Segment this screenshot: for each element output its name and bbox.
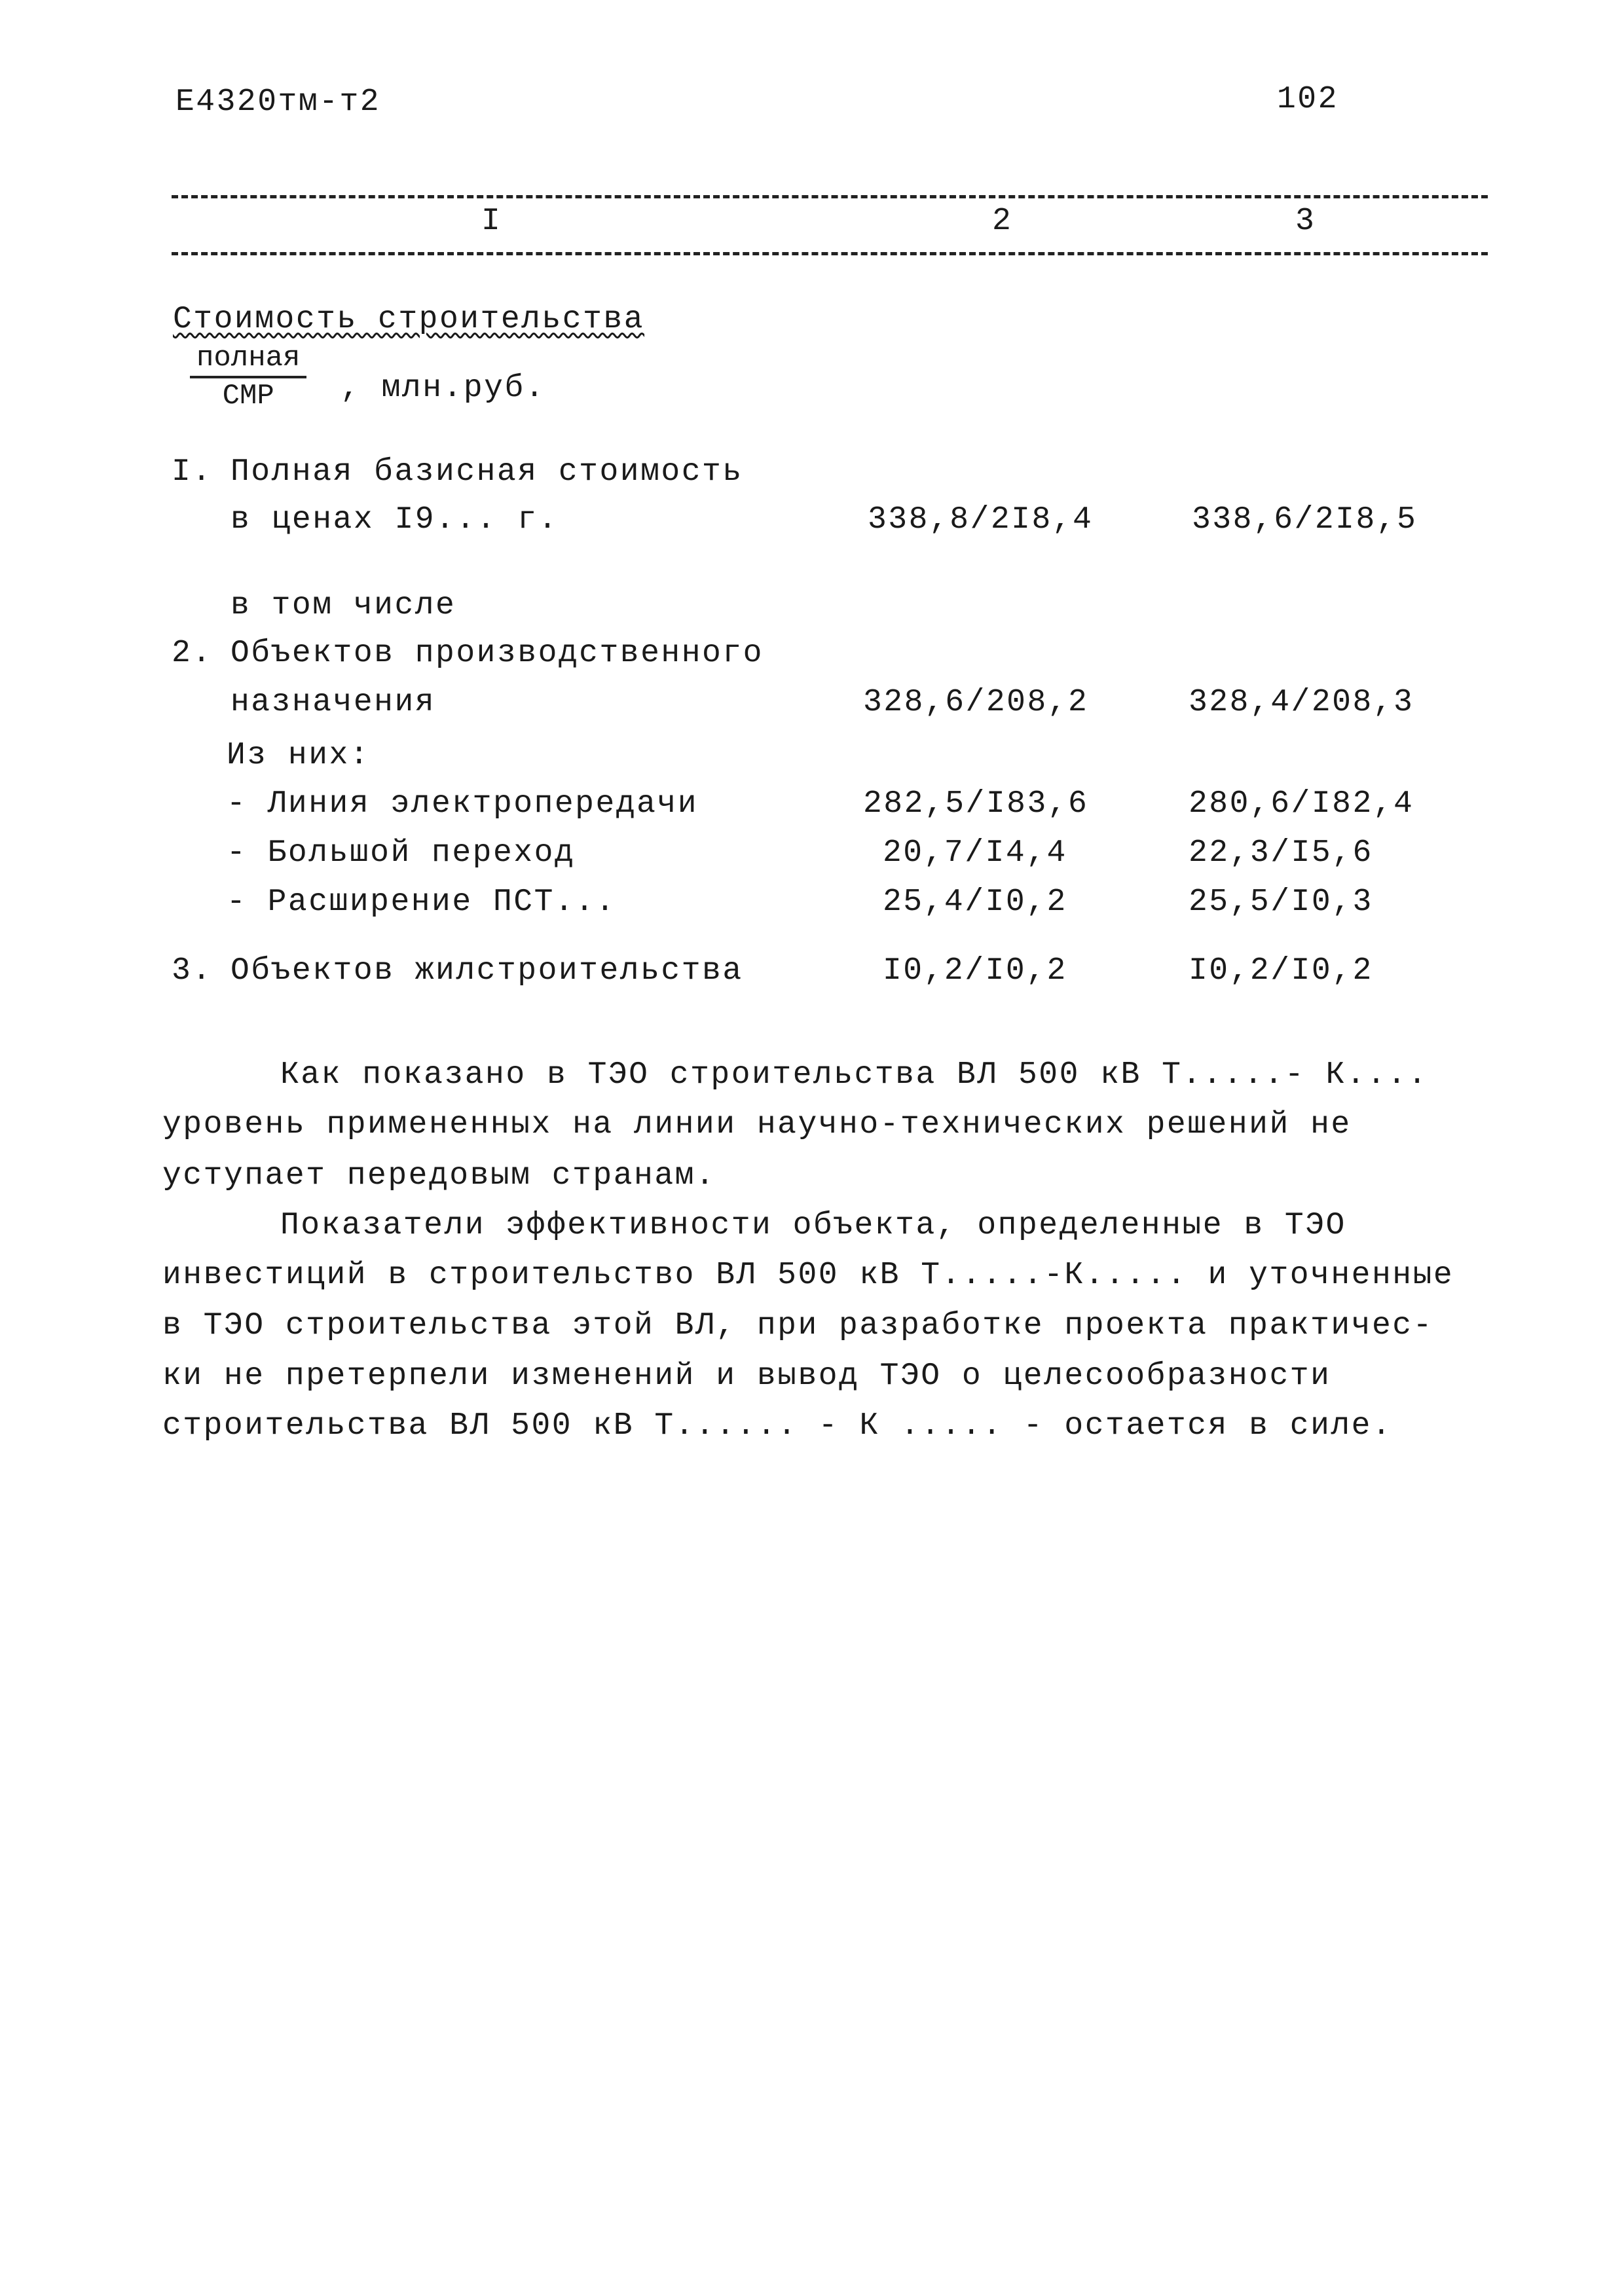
row-value-col2: 338,8/2I8,4	[868, 502, 1094, 538]
row-value-col3: I0,2/I0,2	[1189, 953, 1373, 989]
paragraph-line: инвестиций в строительство ВЛ 500 кВ Т.....-К..... и уточненные	[162, 1258, 1454, 1293]
paragraph-line: в ТЭО строительства этой ВЛ, при разработке проекта практичес-	[162, 1308, 1433, 1343]
row-value-col3: 338,6/2I8,5	[1192, 502, 1418, 538]
row-value-col2: 25,4/I0,2	[883, 884, 1067, 920]
row-label: Полная базисная стоимость	[231, 454, 743, 490]
row-label: - Большой переход	[227, 835, 576, 871]
paragraph-line: уступает передовым странам.	[162, 1158, 716, 1194]
row-label: - Расширение ПСТ...	[227, 884, 616, 920]
paragraph-line: Как показано в ТЭО строительства ВЛ 500 кВ Т.....- К....	[280, 1057, 1429, 1093]
table-header-bottom-rule	[172, 252, 1488, 255]
row-label: - Линия электропередачи	[227, 786, 699, 822]
column-header-2: 2	[992, 204, 1013, 239]
paragraph-line: строительства ВЛ 500 кВ Т...... - К ..... - остается в силе.	[162, 1408, 1393, 1444]
unit-denominator: СМР	[222, 380, 274, 412]
row-label: Из них:	[227, 738, 371, 773]
row-label-cont: в ценах I9... г.	[231, 502, 559, 538]
paragraph-line: уровень примененных на линии научно-технических решений не	[162, 1107, 1352, 1142]
document-code: Е4320тм-т2	[175, 84, 381, 120]
row-value-col2: 328,6/208,2	[863, 685, 1089, 720]
row-value-col3: 22,3/I5,6	[1189, 835, 1373, 871]
section-title: Стоимость строительства	[173, 302, 645, 337]
unit-suffix: , млн.руб.	[341, 371, 546, 406]
row-value-col2: 282,5/I83,6	[863, 786, 1089, 822]
page-number: 102	[1277, 82, 1338, 117]
row-number: 3.	[172, 953, 213, 989]
row-value-col2: I0,2/I0,2	[883, 953, 1067, 989]
paragraph-line: ки не претерпели изменений и вывод ТЭО о целесообразности	[162, 1358, 1331, 1394]
unit-numerator: полная	[190, 340, 306, 378]
row-label: Объектов жилстроительства	[231, 953, 743, 989]
row-value-col3: 328,4/208,3	[1189, 685, 1414, 720]
row-value-col2: 20,7/I4,4	[883, 835, 1067, 871]
column-header-1: I	[481, 204, 502, 239]
column-header-3: 3	[1295, 204, 1316, 239]
paragraph-line: Показатели эффективности объекта, определенные в ТЭО	[280, 1208, 1346, 1243]
row-value-col3: 280,6/I82,4	[1189, 786, 1414, 822]
row-number: I.	[172, 454, 213, 490]
row-label: в том числе	[231, 588, 456, 623]
row-value-col3: 25,5/I0,3	[1189, 884, 1373, 920]
row-number: 2.	[172, 636, 213, 671]
row-label: Объектов производственного	[231, 636, 764, 671]
row-label-cont: назначения	[231, 685, 436, 720]
unit-fraction	[190, 340, 306, 414]
table-header-top-rule	[172, 195, 1488, 198]
